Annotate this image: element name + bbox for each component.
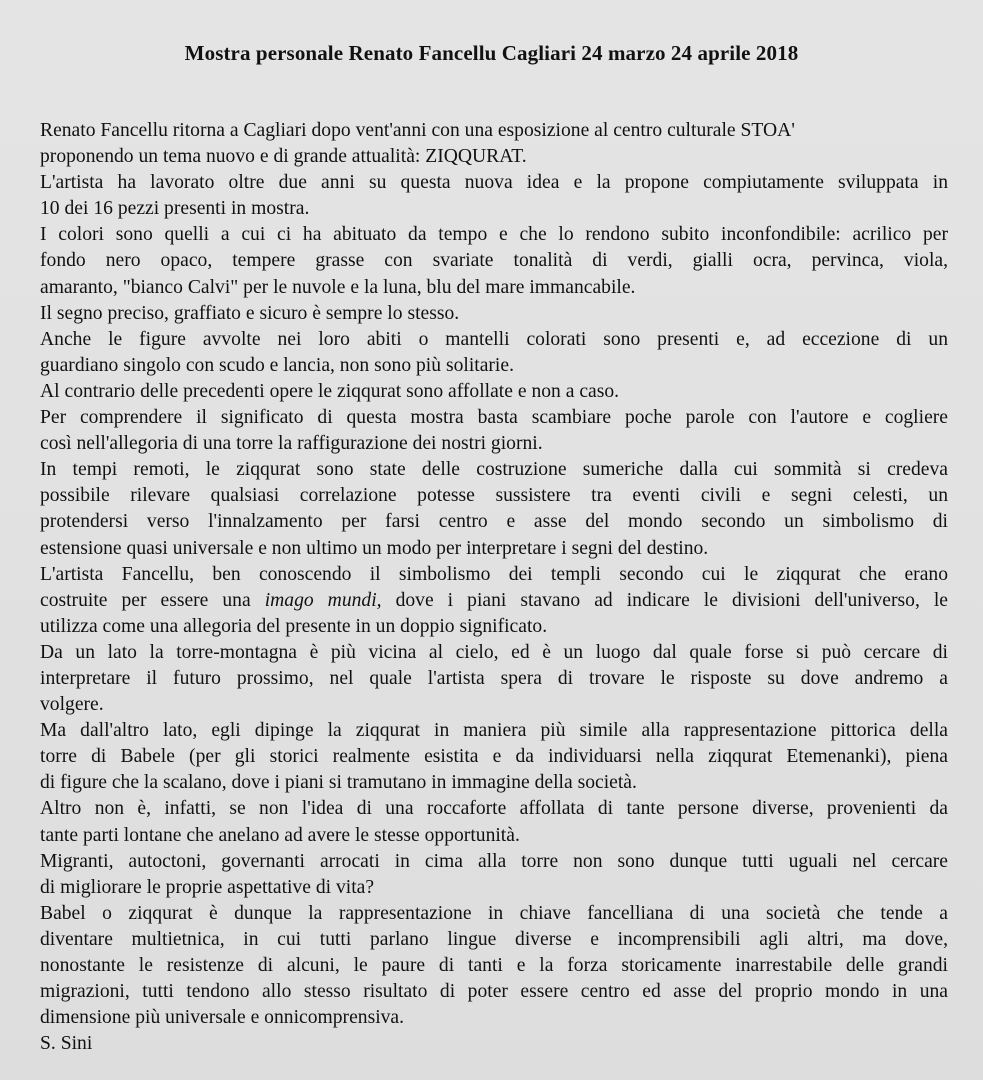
text-line: tante parti lontane che anelano ad avere le stesse opportunità.: [40, 824, 520, 846]
text-line: Al contrario delle precedenti opere le ziqqurat sono affollate e non a caso.: [40, 380, 620, 402]
text-line: così nell'allegoria di una torre la raffigurazione dei nostri giorni.: [40, 433, 543, 455]
text-line: estensione quasi universale e non ultimo un modo per interpretare i segni del destino.: [40, 537, 709, 559]
text-line: di migliorare le proprie aspettative di vita?: [40, 876, 375, 898]
text-line: I colori sono quelli a cui ci ha abituato da tempo e che lo rendono subito inconfondibile: acrilico per: [40, 224, 948, 246]
text-line: Anche le figure avvolte nei loro abiti o mantelli colorati sono presenti e, ad eccezione di un: [40, 328, 948, 350]
text-line: In tempi remoti, le ziqqurat sono state delle costruzione sumeriche dalla cui sommità si credeva: [40, 459, 948, 481]
text-line: [40, 588, 948, 614]
text-line: utilizza come una allegoria del presente in un doppio significato.: [40, 615, 548, 637]
text-line: Da un lato la torre-montagna è più vicina al cielo, ed è un luogo dal quale forse si può cercare di: [40, 641, 948, 663]
text-line: dimensione più universale e onnicomprensiva.: [40, 1007, 405, 1029]
text-line: Per comprendere il significato di questa mostra basta scambiare poche parole con l'autore e cogliere: [40, 407, 948, 429]
text-line: guardiano singolo con scudo e lancia, non sono più solitarie.: [40, 354, 514, 376]
text-line: Migranti, autoctoni, governanti arrocati in cima alla torre non sono dunque tutti uguali nel cercare: [40, 850, 948, 872]
text-line: Il segno preciso, graffiato e sicuro è sempre lo stesso.: [40, 302, 460, 324]
text-span: costruite per essere una: [40, 589, 265, 611]
text-line: nonostante le resistenze di alcuni, le paure di tanti e la forza storicamente inarrestabile delle grandi: [40, 955, 948, 976]
document-body: [40, 118, 948, 1057]
text-line: Altro non è, infatti, se non l'idea di una roccaforte affollata di tante persone diverse, provenienti da: [40, 798, 948, 820]
text-line: L'artista Fancellu, ben conoscendo il simbolismo dei templi secondo cui le ziqqurat che erano: [40, 563, 948, 585]
italic-phrase: imago mundi,: [264, 589, 382, 611]
text-line: possibile rilevare qualsiasi correlazione potesse sussistere tra eventi civili e segni celesti, un: [40, 485, 948, 507]
text-line: 10 dei 16 pezzi presenti in mostra.: [40, 198, 310, 220]
text-line: di figure che la scalano, dove i piani si tramutano in immagine della società.: [40, 772, 637, 794]
author-signature: S. Sini: [40, 1033, 93, 1055]
text-line: diventare multietnica, in cui tutti parlano lingue diverse e incomprensibili agli altri, ma dove,: [40, 928, 948, 950]
text-line: Renato Fancellu ritorna a Cagliari dopo vent'anni con una esposizione al centro culturale STOA': [40, 120, 795, 141]
text-line: Ma dall'altro lato, egli dipinge la ziqqurat in maniera più simile alla rappresentazione pittorica della: [40, 720, 948, 742]
text-line: proponendo un tema nuovo e di grande attualità: ZIQQURAT.: [40, 146, 527, 168]
document-title: Mostra personale Renato Fancellu Cagliari 24 marzo 24 aprile 2018: [184, 41, 799, 65]
text-line: amaranto, "bianco Calvi" per le nuvole e la luna, blu del mare immancabile.: [40, 276, 636, 298]
text-line: Babel o ziqqurat è dunque la rappresentazione in chiave fancelliana di una società che tende a: [40, 902, 948, 924]
text-line: migrazioni, tutti tendono allo stesso risultato di poter essere centro ed asse del proprio mondo in una: [40, 981, 948, 1003]
text-line: protendersi verso l'innalzamento per farsi centro e asse del mondo secondo un simbolismo di: [40, 511, 948, 533]
text-line: L'artista ha lavorato oltre due anni su questa nuova idea e la propone compiutamente sviluppata in: [40, 172, 948, 194]
text-line: fondo nero opaco, tempere grasse con svariate tonalità di verdi, gialli ocra, pervinca, viola,: [40, 250, 948, 272]
text-span: dove i piani stavano ad indicare le divisioni dell'universo, le: [381, 589, 948, 611]
text-line: interpretare il futuro prossimo, nel quale l'artista spera di trovare le risposte su dove andremo a: [40, 667, 948, 689]
text-line: volgere.: [40, 694, 104, 716]
text-line: torre di Babele (per gli storici realmente esistita e da individuarsi nella ziqqurat Etemenanki), piena: [40, 746, 948, 768]
